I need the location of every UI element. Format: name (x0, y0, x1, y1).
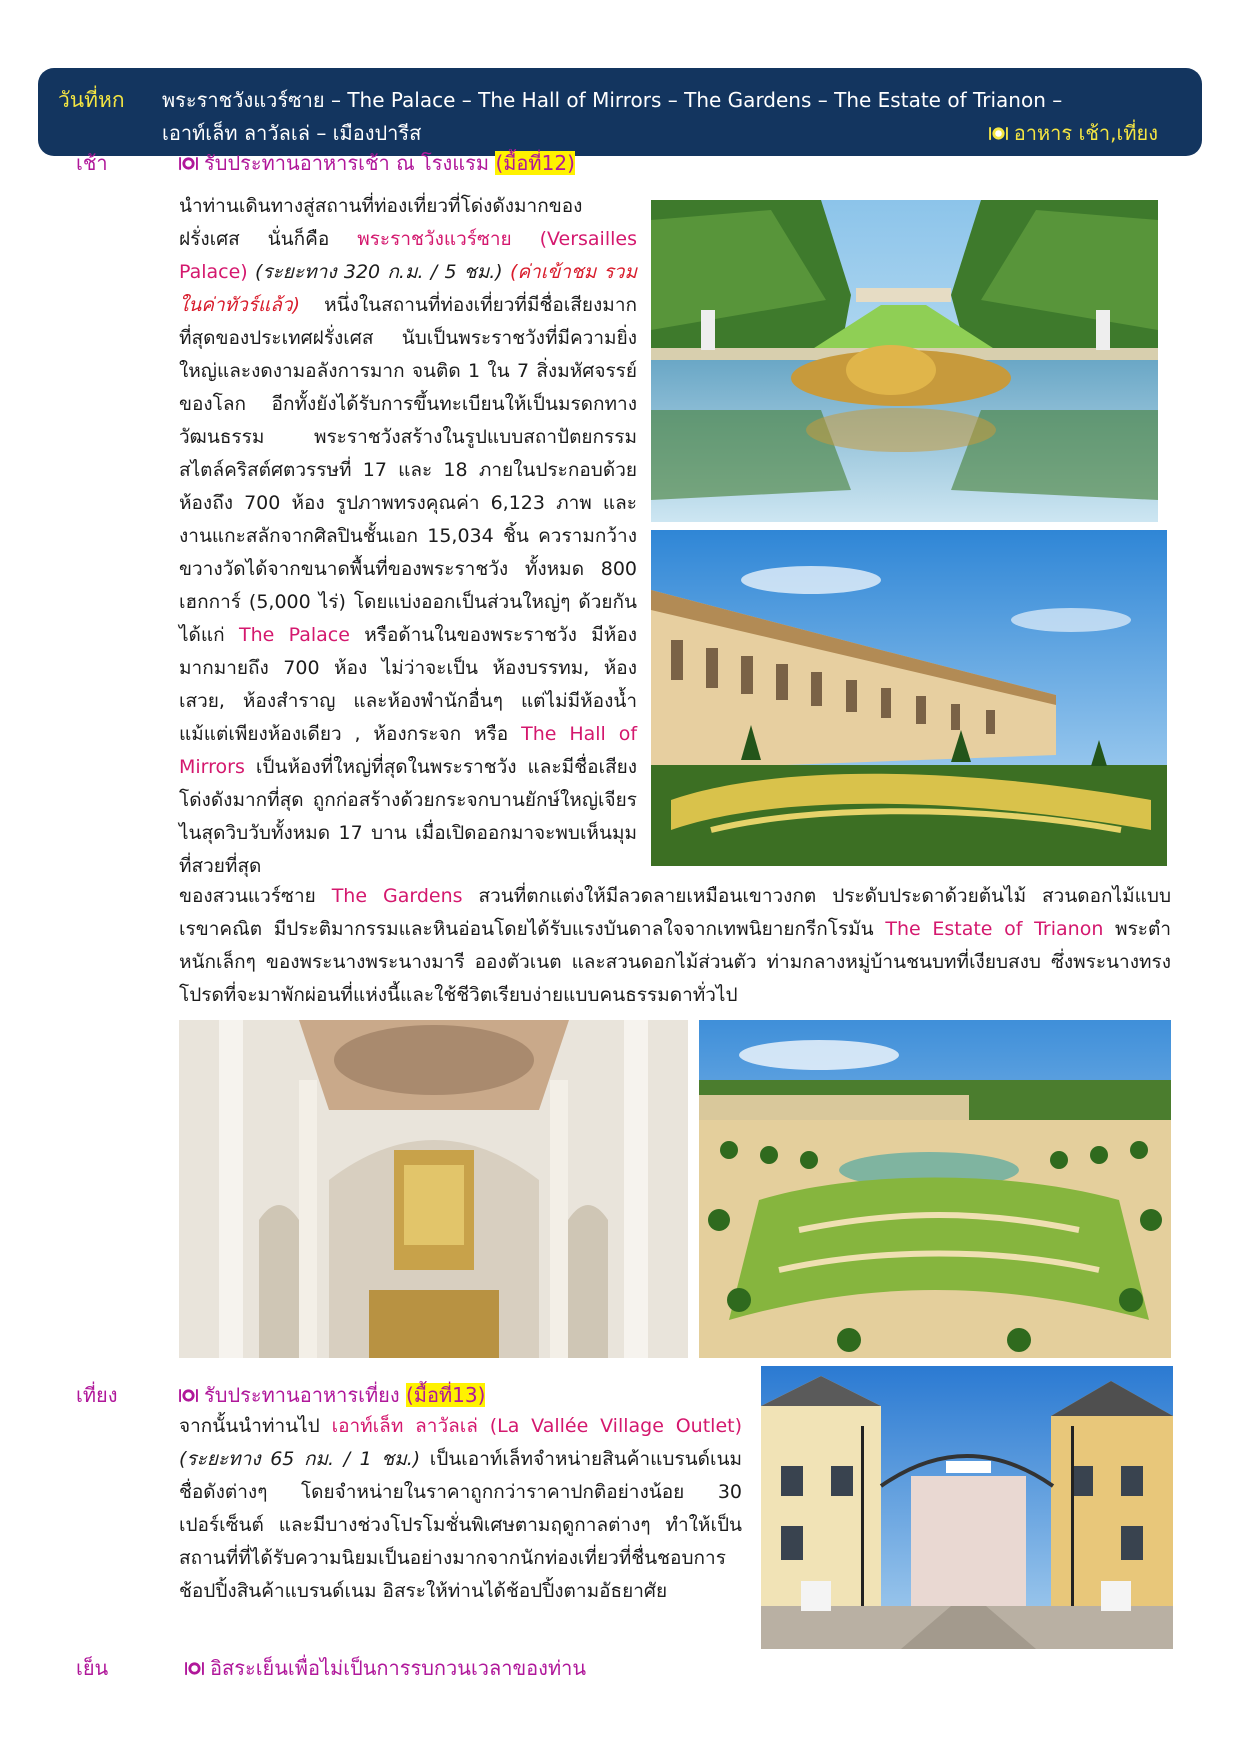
day-label: วันที่หก (58, 88, 125, 112)
label-morning: เช้า (76, 151, 108, 175)
label-evening: เย็น (76, 1656, 109, 1680)
day-title-line1: พระราชวังแวร์ซาย – The Palace – The Hall of Mirrors – The Gardens – The Estate of Trianon – (162, 88, 1063, 112)
distance-note: (ระยะทาง 65 กม. / 1 ชม.) (179, 1448, 421, 1470)
fountain-photo (651, 200, 1158, 522)
text: ของสวนแวร์ซาย (179, 885, 316, 907)
meal-icon (179, 1388, 198, 1403)
dinner-text: อิสระเย็นเพื่อไม่เป็นการรบกวนเวลาของท่าน (210, 1656, 587, 1680)
meal-icon (179, 156, 198, 171)
versailles-link: พระราชวังแวร์ซาย (Versailles Palace) (179, 228, 637, 283)
text: นำท่านเดินทางสู่สถานที่ท่องเที่ยวที่โด่งดังมากของ ฝรั่งเศส นั่นก็คือ (179, 195, 583, 250)
breakfast-text: รับประทานอาหารเช้า ณ โรงแรม (204, 151, 490, 175)
fee-note: (ค่าเข้าชม รวมในค่าทัวร์แล้ว) (179, 261, 637, 316)
meal-icon (989, 126, 1008, 141)
palace-highlight: The Palace (238, 624, 350, 646)
outlet-description (179, 1410, 742, 1608)
trianon-highlight: The Estate of Trianon (885, 918, 1104, 940)
text: สวนที่ตกแต่งให้มีลวดลายเหมือนเขาวงกต ประดับประดาด้วยต้นไม้ สวนดอกไม้แบบเรขาคณิต มีประติมากรรมและหินอ่อนโดยได้รับแรงบันดาลใจจากเทพนิยายกรีกโรมัน (179, 885, 1172, 940)
text: เป็นเอาท์เล็ทจำหน่ายสินค้าแบรนด์เนมชื่อดังต่างๆ โดยจำหน่ายในราคาถูกกว่าราคาปกติอย่างน้อย 30 เปอร์เซ็นต์ และมีบางช่วงโปรโมชั่นพิเศษตามฤดูกาลต่างๆ ทำให้เป็นสถานที่ที่ได้รับความนิยมเป็นอย่างมากจากนักท่องเที่ยวที่ชื่นชอบการช้อปปิ้งสินค้าแบรนด์เนม อิสระให้ท่านได้ช้อปปิ้งตามอัธยาศัย (179, 1448, 742, 1602)
outlet-highlight: เอาท์เล็ท ลาวัลเล่ (La Vallée Village Outlet) (331, 1415, 742, 1437)
day-header (38, 68, 1202, 156)
breakfast-line (179, 147, 575, 179)
distance-note: (ระยะทาง 320 ก.ม. / 5 ชม.) (254, 261, 503, 283)
dinner-line (185, 1652, 586, 1684)
gardens-description (179, 880, 1171, 1012)
meals-summary (989, 117, 1158, 149)
gardens-photo (699, 1020, 1171, 1358)
lunch-text: รับประทานอาหารเที่ยง (204, 1383, 400, 1407)
meal-icon (185, 1661, 204, 1676)
text: เป็นห้องที่ใหญ่ที่สุดในพระราชวัง และมีชื่อเสียงโด่งดังมากที่สุด ถูกก่อสร้างด้วยกระจกบานยักษ์ใหญ่เจียรไนสุดวิบวับทั้งหมด 17 บาน เมื่อเปิดออกมาจะพบเห็นมุมที่สวยที่สุด (179, 756, 637, 877)
text: พระตำหนักเล็กๆ ของพระนางพระนางมารี อองตัวเนต และสวนดอกไม้ส่วนตัว ท่ามกลางหมู่บ้านชนบทที่เงียบสงบ ซึ่งพระนางทรงโปรดที่จะมาพักผ่อนที่แห่งนี้และใช้ชีวิตเรียบง่ายแบบคนธรรมดาทั่วไป (179, 918, 1171, 1006)
outlet-photo (761, 1366, 1173, 1649)
day-title-line2: เอาท์เล็ท ลาวัลเล่ – เมืองปารีส (162, 121, 422, 145)
chapel-photo (179, 1020, 688, 1358)
meal-number-badge: (มื้อที่13) (405, 1383, 486, 1407)
versailles-description (179, 190, 637, 883)
palace-photo (651, 530, 1167, 866)
meals-summary-text: อาหาร เช้า,เที่ยง (1013, 121, 1158, 145)
text: จากนั้นนำท่านไป (179, 1415, 320, 1437)
lunch-line (179, 1379, 485, 1411)
gardens-highlight: The Gardens (331, 885, 463, 907)
meal-number-badge: (มื้อที่12) (495, 151, 575, 175)
text: หนึ่งในสถานที่ท่องเที่ยวที่มีชื่อเสียงมากที่สุดของประเทศฝรั่งเศส นับเป็นพระราชวังที่มีความยิ่งใหญ่และงดงามอลังการมาก จนติด 1 ใน 7 สิ่งมหัศจรรย์ของโลก อีกทั้งยังได้รับการขึ้นทะเบียนให้เป็นมรดกทางวัฒนธรรม พระราชวังสร้างในรูปแบบสถาปัตยกรรมสไตล์คริสต์ศตวรรษที่ 17 และ 18 ภายในประกอบด้วยห้องถึง 700 ห้อง รูปภาพทรงคุณค่า 6,123 ภาพ และงานแกะสลักจากศิลปินชั้นเอก 15,034 ชิ้น ควรามกว้างขวางวัดได้จากขนาดพื้นที่ของพระราชวัง ทั้งหมด 800 เฮกการ์ (5,000 ไร่) โดยแบ่งออกเป็นส่วนใหญ่ๆ ด้วยกัน ได้แก่ (179, 294, 637, 646)
text: หรือด้านในของพระราชวัง มีห้องมากมายถึง 700 ห้อง ไม่ว่าจะเป็น ห้องบรรทม, ห้องเสวย, ห้องสำราญ และห้องพำนักอื่นๆ แต่ไม่มีห้องน้ำแม้แต่เพียงห้องเดียว , ห้องกระจก หรือ (179, 624, 638, 745)
label-noon: เที่ยง (76, 1383, 118, 1407)
mirrors-highlight: The Hall of Mirrors (179, 723, 638, 778)
